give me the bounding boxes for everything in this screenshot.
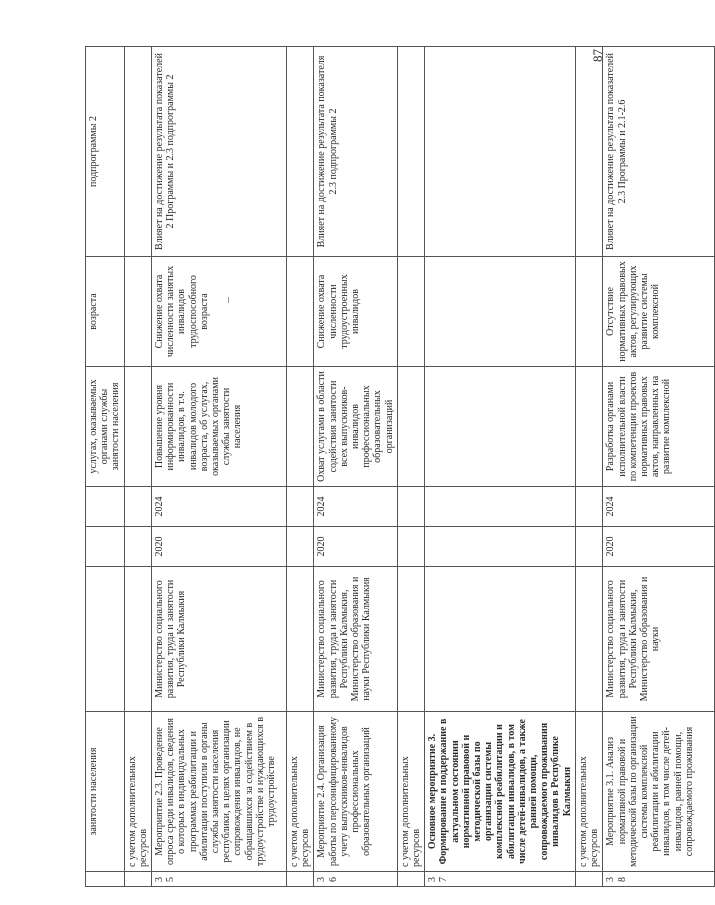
cell-description: с учетом дополнительных ресурсов bbox=[287, 712, 314, 872]
cell-description: Мероприятие 3.1. Анализ нормативной правовой и методической базы по организации системы комплексной реабилитации и абилитации инвалидов, в том числе детей-инвалидов, ранней помощи, сопровождаемого проживания bbox=[603, 712, 715, 872]
cell-description: Мероприятие 2.3. Проведение опроса среди инвалидов, сведения о которых в индивидуальных программах реабилитации и абилитации поступили в органы службы занятости населения республики, в целях организации сопровождения инвалидов, не обращавшихся за содействием в трудоустройстве и нуждающихся в трудоустройстве bbox=[152, 712, 287, 872]
table-row bbox=[314, 47, 397, 887]
cell-start: 2020 bbox=[603, 527, 715, 567]
cell-executor bbox=[86, 567, 125, 712]
scan-mark bbox=[228, 297, 229, 303]
table-row bbox=[603, 47, 715, 887]
cell-impact: Отсутствие нормативных правовых актов, регулирующих развитие системы комплексной bbox=[603, 257, 715, 367]
cell-description: с учетом дополнительных ресурсов bbox=[575, 712, 602, 872]
cell-impact: Снижение охвата численности трудоустроенных инвалидов bbox=[314, 257, 397, 367]
cell-start: 2020 bbox=[314, 527, 397, 567]
cell-link: Влияет на достижение результата показателей 2.3 Программы и 2.1-2.6 bbox=[603, 47, 715, 257]
cell-description: Основное мероприятие 3. Формирование и поддержание в актуальном состоянии нормативной правовой и методической базы по организации системы комплексной реабилитации и абилитации инвалидов, в том числе детей-инвалидов, а также ранней помощи, сопровождаемого проживания инвалидов в Республике Калмыкия bbox=[425, 712, 576, 872]
cell-link: Влияет на достижение результата показателя 2.3 подпрограммы 2 bbox=[314, 47, 397, 257]
cell-link: Влияет на достижение результата показателей 2 Программы и 2.3 подпрограммы 2 bbox=[152, 47, 287, 257]
cell-description: с учетом дополнительных ресурсов bbox=[397, 712, 424, 872]
cell-description: занятости населения bbox=[86, 712, 125, 872]
cell-end: 2024 bbox=[314, 487, 397, 527]
cell-start: 2020 bbox=[152, 527, 287, 567]
cell-no: 35 bbox=[152, 872, 287, 887]
cell-result: услугах, оказываемых органами службы занятости населения bbox=[86, 367, 125, 487]
cell-end bbox=[86, 487, 125, 527]
table-row bbox=[86, 47, 125, 887]
cell-no bbox=[124, 872, 151, 887]
cell-result: Разработка органами исполнительной власти по компетенции проектов нормативных правовых актов, направленных на развитие комплексной bbox=[603, 367, 715, 487]
cell-result: Охват услугами в области содействия занятости всех выпускников-инвалидов профессиональных образовательных организаций bbox=[314, 367, 397, 487]
table-row bbox=[575, 47, 602, 887]
cell-no bbox=[86, 872, 125, 887]
cell-no bbox=[397, 872, 424, 887]
cell-start bbox=[86, 527, 125, 567]
cell-executor: Министерство социального развития, труда и занятости Республики Калмыкия, Министерство образования и науки Республики Калмыкия bbox=[314, 567, 397, 712]
table-row bbox=[425, 47, 576, 887]
cell-impact: возраста bbox=[86, 257, 125, 367]
page-number: 87 bbox=[590, 49, 605, 62]
program-table bbox=[85, 46, 715, 887]
table-row bbox=[152, 47, 287, 887]
cell-impact: Снижение охвата численности занятых инвалидов трудоспособного возраста bbox=[152, 257, 287, 367]
cell-executor: Министерство социального развития, труда и занятости Республики Калмыкия, Министерство образования и науки bbox=[603, 567, 715, 712]
cell-link: подпрограммы 2 bbox=[86, 47, 125, 257]
cell-no: 38 bbox=[603, 872, 715, 887]
cell-end: 2024 bbox=[603, 487, 715, 527]
table-row bbox=[124, 47, 151, 887]
cell-no: 36 bbox=[314, 872, 397, 887]
table-row bbox=[287, 47, 314, 887]
table-row bbox=[397, 47, 424, 887]
cell-no: 37 bbox=[425, 872, 576, 887]
cell-end: 2024 bbox=[152, 487, 287, 527]
cell-result: Повышение уровня информированности инвалидов, в т.ч. инвалидов молодого возраста, об услугах, оказываемых органами службы занятости населения bbox=[152, 367, 287, 487]
cell-executor: Министерство социального развития, труда и занятости Республики Калмыкия bbox=[152, 567, 287, 712]
cell-no bbox=[287, 872, 314, 887]
cell-description: Мероприятие 2.4. Организация работы по персонифицированному учету выпускников-инвалидов профессиональных образовательных организаций bbox=[314, 712, 397, 872]
cell-no bbox=[575, 872, 602, 887]
cell-description: с учетом дополнительных ресурсов bbox=[124, 712, 151, 872]
